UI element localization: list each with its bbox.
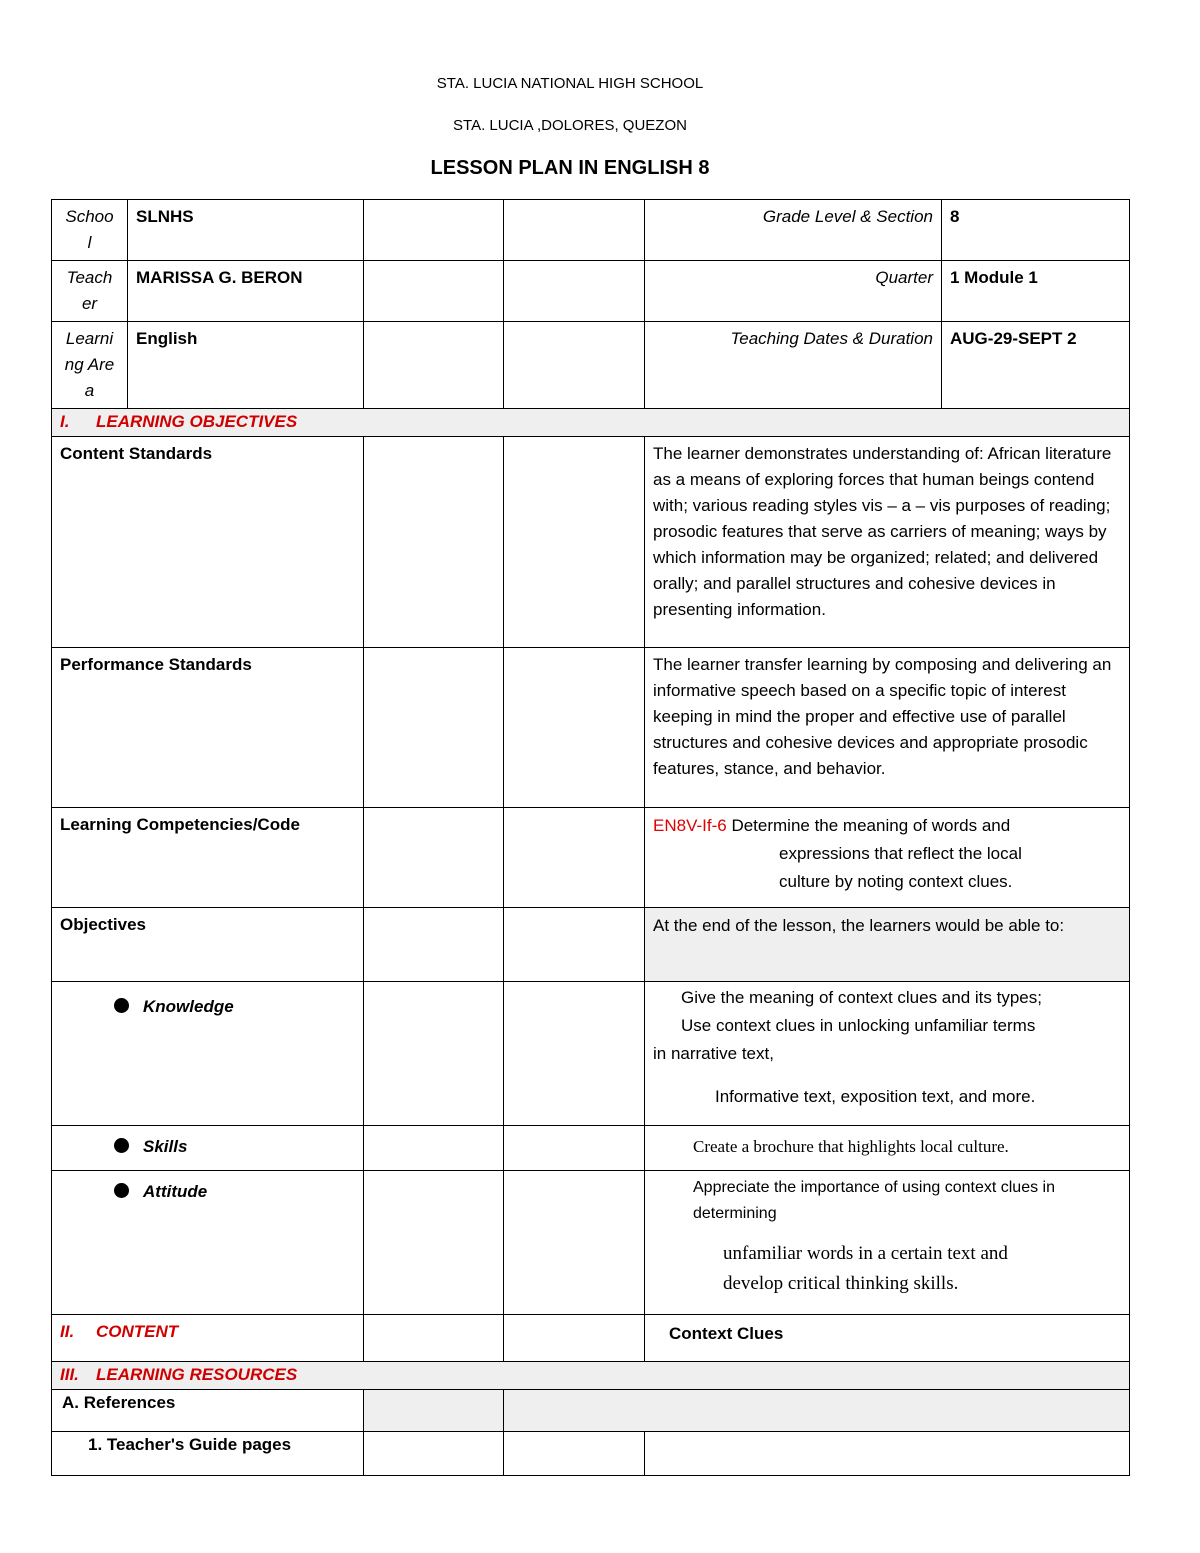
learning-area-label: Learning Area	[52, 322, 128, 409]
objectives-text: At the end of the lesson, the learners would be able to:	[645, 908, 1130, 982]
competencies-text: EN8V-If-6 Determine the meaning of words and expressions that reflect the local culture by noting context clues.	[645, 808, 1130, 908]
empty-cell	[504, 261, 645, 322]
empty-cell	[504, 808, 645, 908]
bullet-icon	[114, 998, 129, 1013]
empty-cell	[364, 261, 504, 322]
empty-cell	[504, 322, 645, 409]
empty-cell	[504, 200, 645, 261]
references-row	[52, 1390, 1130, 1432]
performance-standards-row	[52, 648, 1130, 808]
skills-label: Skills	[52, 1126, 364, 1171]
attitude-row	[52, 1171, 1130, 1315]
dates-label: Teaching Dates & Duration	[645, 322, 942, 409]
performance-standards-text: The learner transfer learning by composing and delivering an informative speech based on a specific topic of interest keeping in mind the proper and effective use of parallel structures and cohesive devices and appropriate prosodic features, stance, and behavior.	[645, 648, 1130, 808]
dates-value: AUG-29-SEPT 2	[942, 322, 1130, 409]
learning-area-row	[52, 322, 1130, 409]
empty-cell	[504, 908, 645, 982]
knowledge-text: Give the meaning of context clues and its types; Use context clues in unlocking unfamiliar terms in narrative text, Informative text, exposition text, and more.	[645, 982, 1130, 1126]
competency-code: EN8V-If-6	[653, 816, 727, 835]
section-resources-title: III. LEARNING RESOURCES	[52, 1362, 1130, 1390]
bullet-icon	[114, 1138, 129, 1153]
content-standards-row	[52, 437, 1130, 648]
references-label: A. References	[52, 1390, 364, 1432]
competencies-label: Learning Competencies/Code	[52, 808, 364, 908]
bullet-icon	[114, 1183, 129, 1198]
section-objectives-header	[52, 409, 1130, 437]
skills-row	[52, 1126, 1130, 1171]
grade-value: 8	[942, 200, 1130, 261]
attitude-text: Appreciate the importance of using context clues in determining unfamiliar words in a certain text and develop critical thinking skills.	[645, 1171, 1130, 1315]
empty-cell	[504, 982, 645, 1126]
skills-text: Create a brochure that highlights local culture.	[645, 1126, 1130, 1171]
teacher-row	[52, 261, 1130, 322]
teachers-guide-row	[52, 1432, 1130, 1476]
competencies-row	[52, 808, 1130, 908]
school-address: STA. LUCIA ,DOLORES, QUEZON	[453, 117, 687, 134]
empty-cell	[504, 1315, 645, 1362]
content-standards-label: Content Standards	[52, 437, 364, 648]
empty-cell	[364, 1432, 504, 1476]
school-value: SLNHS	[128, 200, 364, 261]
empty-cell	[364, 200, 504, 261]
quarter-value: 1 Module 1	[942, 261, 1130, 322]
grade-label: Grade Level & Section	[645, 200, 942, 261]
teachers-guide-label: 1. Teacher's Guide pages	[52, 1432, 364, 1476]
empty-cell	[504, 1171, 645, 1315]
section-resources-header	[52, 1362, 1130, 1390]
teacher-value: MARISSA G. BERON	[128, 261, 364, 322]
empty-cell	[364, 982, 504, 1126]
empty-cell	[504, 1432, 645, 1476]
content-topic: Context Clues	[645, 1315, 1130, 1362]
empty-cell	[364, 908, 504, 982]
performance-standards-label: Performance Standards	[52, 648, 364, 808]
empty-cell	[364, 1390, 504, 1432]
empty-cell	[504, 1390, 1130, 1432]
objectives-row	[52, 908, 1130, 982]
attitude-label: Attitude	[52, 1171, 364, 1315]
school-label: School	[52, 200, 128, 261]
empty-cell	[504, 437, 645, 648]
empty-cell	[364, 1315, 504, 1362]
section-content-title: II. CONTENT	[52, 1315, 364, 1362]
empty-cell	[645, 1432, 1130, 1476]
empty-cell	[364, 322, 504, 409]
empty-cell	[364, 808, 504, 908]
quarter-label: Quarter	[645, 261, 942, 322]
objectives-label: Objectives	[52, 908, 364, 982]
content-standards-text: The learner demonstrates understanding of: African literature as a means of exploring forces that human beings contend with; various reading styles vis – a – vis purposes of reading; prosodic features that serve as carriers of meaning; ways by which information may be organized; related; and delivered orally; and parallel structures and cohesive devices in presenting information.	[645, 437, 1130, 648]
empty-cell	[364, 437, 504, 648]
page-title: LESSON PLAN IN ENGLISH 8	[430, 157, 710, 179]
school-row	[52, 200, 1130, 261]
empty-cell	[504, 1126, 645, 1171]
section-objectives-title: I. LEARNING OBJECTIVES	[52, 409, 1130, 437]
school-name: STA. LUCIA NATIONAL HIGH SCHOOL	[436, 75, 704, 92]
learning-area-value: English	[128, 322, 364, 409]
empty-cell	[364, 648, 504, 808]
lesson-plan-table	[51, 199, 1130, 1476]
section-content-row	[52, 1315, 1130, 1362]
knowledge-row	[52, 982, 1130, 1126]
empty-cell	[504, 648, 645, 808]
empty-cell	[364, 1126, 504, 1171]
empty-cell	[364, 1171, 504, 1315]
knowledge-label: Knowledge	[52, 982, 364, 1126]
teacher-label: Teacher	[52, 261, 128, 322]
